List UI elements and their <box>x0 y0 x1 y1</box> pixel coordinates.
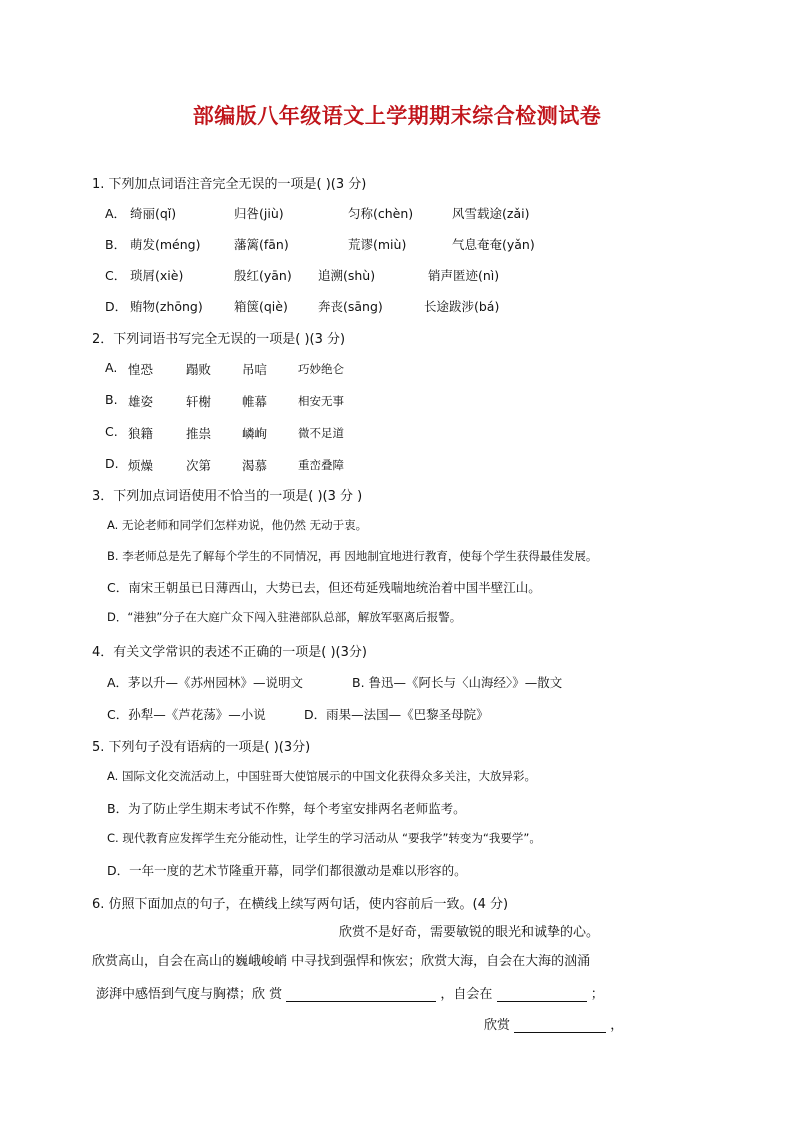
q1-c-item-1: 琐屑(xiè) <box>130 268 184 283</box>
q2-b-item-3: 帷幕 <box>242 394 268 409</box>
q1-c-item-2: 殷红(yān) <box>234 268 292 283</box>
question-3-stem: 3．下列加点词语使用不恰当的一项是( )(3 分 ) <box>92 489 363 504</box>
q2-d-item-1: 烦燥 <box>128 458 154 473</box>
q1-d-item-3: 奔丧(sāng) <box>318 299 383 314</box>
q2-a-item-2: 蹋败 <box>186 362 212 377</box>
q6-line2-text-b: ，自会在 <box>440 987 493 1002</box>
q3-option-d: D．“港独”分子在大庭广众下闯入驻港部队总部，解放军驱离后报警。 <box>107 610 462 624</box>
q2-option-c-label: C. <box>105 424 118 439</box>
q1-option-c-label: C． <box>105 268 127 283</box>
q4-option-a: A．茅以升—《苏州园林》—说明文 <box>107 675 304 690</box>
q1-b-item-3: 荒谬(miù) <box>348 237 407 252</box>
q6-line2-text-a: 澎湃中感悟到气度与胸襟；欣 赏 <box>96 987 283 1002</box>
q2-option-b-label: B. <box>105 392 118 407</box>
q2-b-item-2: 轩榭 <box>186 394 212 409</box>
q5-option-a: A. 国际文化交流活动上，中国驻哥大使馆展示的中国文化获得众多关注，大放异彩。 <box>107 769 536 783</box>
q2-b-item-4: 相安无事 <box>298 394 344 408</box>
q6-example-line-2 <box>96 983 604 1002</box>
q1-a-item-4: 风雪载途(zǎi) <box>452 206 530 221</box>
q1-b-item-4: 气息奄奄(yǎn) <box>452 237 535 252</box>
q6-answer-blank-2[interactable] <box>497 987 587 1002</box>
q6-lead-sentence: 欣赏不是好奇，需要敏锐的眼光和诚挚的心。 <box>339 925 600 940</box>
q1-c-item-4: 销声匿迹(nì) <box>428 268 500 283</box>
q2-d-item-3: 渴慕 <box>242 458 268 473</box>
question-6-stem: 6. 仿照下面加点的句子，在横线上续写两句话，使内容前后一致。(4 分) <box>92 897 509 912</box>
question-2-stem: 2．下列词语书写完全无误的一项是( )(3 分) <box>92 332 346 347</box>
q2-b-item-1: 雄姿 <box>128 394 154 409</box>
q1-option-a-label: A． <box>105 206 127 221</box>
q2-a-item-1: 惶恐 <box>128 362 154 377</box>
q6-answer-blank-3[interactable] <box>514 1018 606 1033</box>
question-1-stem: 1. 下列加点词语注音完全无误的一项是( )(3 分) <box>92 177 367 192</box>
q2-c-item-1: 狼籍 <box>128 426 154 441</box>
q1-d-item-1: 贿物(zhōng) <box>130 299 203 314</box>
q1-d-item-4: 长途跋涉(bá) <box>424 299 500 314</box>
q5-option-c: C. 现代教育应发挥学生充分能动性，让学生的学习活动从 “要我学”转变为“我要学”。 <box>107 831 541 845</box>
q1-a-item-2: 归咎(jiù) <box>234 206 284 221</box>
q2-c-item-4: 微不足道 <box>298 426 344 440</box>
q3-option-a: A. 无论老师和同学们怎样劝说，他仍然 无动于衷。 <box>107 518 368 532</box>
q6-example-line-3 <box>484 1014 623 1033</box>
q2-c-item-3: 嶙峋 <box>242 426 268 441</box>
q1-a-item-1: 绮丽(qǐ) <box>130 206 177 221</box>
q1-option-d-label: D． <box>105 299 128 314</box>
question-4-stem: 4．有关文学常识的表述不正确的一项是( )(3分) <box>92 645 367 660</box>
q3-option-b: B. 李老师总是先了解每个学生的不同情况，再 因地制宜地进行教育，使每个学生获得最佳发展。 <box>107 549 598 563</box>
q2-option-d-label: D. <box>105 456 119 471</box>
q2-d-item-4: 重峦叠障 <box>298 458 344 472</box>
q5-option-b: B．为了防止学生期末考试不作弊，每个考室安排两名老师监考。 <box>107 801 466 816</box>
q4-option-b: B. 鲁迅—《阿长与〈山海经〉》—散文 <box>352 675 563 690</box>
question-5-stem: 5. 下列句子没有语病的一项是( )(3分) <box>92 740 311 755</box>
q6-line3-text-b: ， <box>610 1018 624 1033</box>
q6-line2-text-c: ； <box>590 987 604 1002</box>
q1-c-item-3: 追溯(shù) <box>318 268 376 283</box>
q2-option-a-label: A. <box>105 360 118 375</box>
q3-option-c: C．南宋王朝虽已日薄西山，大势已去，但还苟延残喘地统治着中国半壁江山。 <box>107 580 541 595</box>
q2-d-item-2: 次第 <box>186 458 212 473</box>
q6-example-line-1: 欣赏高山，自会在高山的巍峨峻峭 中寻找到强悍和恢宏；欣赏大海，自会在大海的汹涌 <box>92 954 591 969</box>
q1-a-item-3: 匀称(chèn) <box>348 206 414 221</box>
q6-answer-blank-1[interactable] <box>286 987 436 1002</box>
q5-option-d: D．一年一度的艺术节隆重开幕，同学们都很激动是难以形容的。 <box>107 863 467 878</box>
q1-d-item-2: 箱箧(qiè) <box>234 299 288 314</box>
q4-option-c: C．孙犁—《芦花荡》—小说 <box>107 707 266 722</box>
q1-b-item-1: 萌发(méng) <box>130 237 201 252</box>
q6-line3-text-a: 欣赏 <box>484 1018 511 1033</box>
q1-b-item-2: 藩篱(fān) <box>234 237 289 252</box>
q2-c-item-2: 推祟 <box>186 426 212 441</box>
q1-option-b-label: B． <box>105 237 127 252</box>
q4-option-d: D．雨果—法国—《巴黎圣母院》 <box>304 707 489 722</box>
q2-a-item-4: 巧妙绝仑 <box>298 362 344 376</box>
q2-a-item-3: 吊唁 <box>242 362 268 377</box>
page-title: 部编版八年级语文上学期期末综合检测试卷 <box>192 103 602 128</box>
